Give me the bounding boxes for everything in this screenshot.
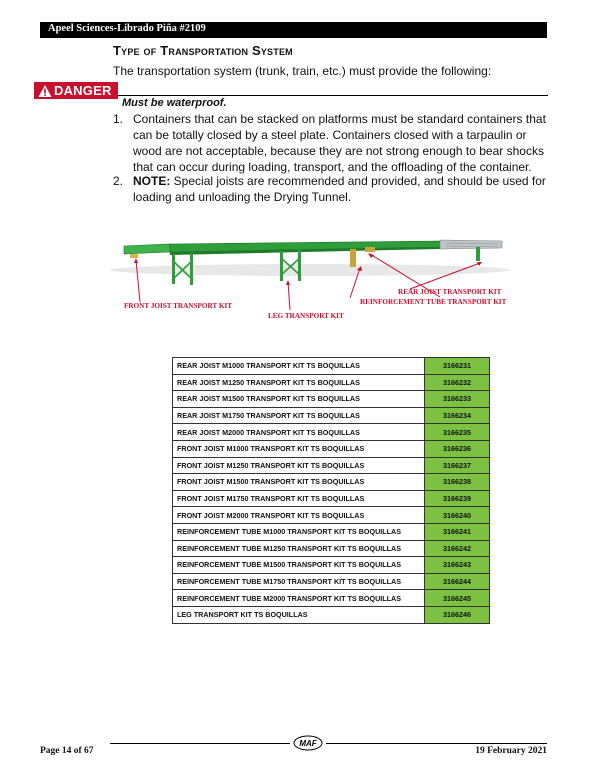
table-row [173,590,490,607]
kit-description-cell: REAR JOIST M1500 TRANSPORT KIT TS BOQUILLAS [173,391,425,408]
transport-kit-table [172,357,490,624]
kit-code-cell: 3166234 [425,407,490,424]
footer-date: 19 February 2021 [475,746,547,756]
warning-triangle-icon [38,84,52,98]
kit-description-cell: FRONT JOIST M1000 TRANSPORT KIT TS BOQUILLAS [173,440,425,457]
kit-code-cell: 3166241 [425,523,490,540]
table-row [173,523,490,540]
kit-description-cell: REAR JOIST M1250 TRANSPORT KIT TS BOQUILLAS [173,374,425,391]
table-row [173,507,490,524]
kit-description-cell: LEG TRANSPORT KIT TS BOQUILLAS [173,606,425,623]
kit-description-cell: FRONT JOIST M2000 TRANSPORT KIT TS BOQUILLAS [173,507,425,524]
table-body [173,358,490,624]
section-intro: The transportation system (trunk, train, etc.) must provide the following: [113,64,492,78]
table-row [173,407,490,424]
list-item-number: 1. [113,112,124,126]
note-text: Special joists are recommended and provided, and should be used for loading and unloading the Drying Tunnel. [133,174,546,204]
table-row [173,374,490,391]
kit-code-cell: 3166240 [425,507,490,524]
maf-logo-icon [293,735,323,751]
drying-tunnel-figure [110,230,530,330]
table-row [173,606,490,623]
table-row [173,424,490,441]
header-title: Apeel Sciences-Librado Piña #2109 [48,23,206,34]
kit-code-cell: 3166242 [425,540,490,557]
kit-code-cell: 3166239 [425,490,490,507]
kit-code-cell: 3166231 [425,358,490,375]
header-bar [40,22,547,38]
kit-code-cell: 3166232 [425,374,490,391]
kit-description-cell: REINFORCEMENT TUBE M1250 TRANSPORT KIT TS BOQUILLAS [173,540,425,557]
table-row [173,391,490,408]
kit-description-cell: REINFORCEMENT TUBE M1000 TRANSPORT KIT TS BOQUILLAS [173,523,425,540]
page-number: Page 14 of 67 [40,746,94,756]
table-row [173,557,490,574]
reinforcement-tube-label: REINFORCEMENT TUBE TRANSPORT KIT [360,298,507,306]
footer-divider [110,743,290,744]
note-label: NOTE: [133,174,171,188]
kit-description-cell: FRONT JOIST M1250 TRANSPORT KIT TS BOQUILLAS [173,457,425,474]
front-joist-label: FRONT JOIST TRANSPORT KIT [124,302,233,310]
kit-code-cell: 3166235 [425,424,490,441]
table-row [173,540,490,557]
table-row [173,358,490,375]
kit-code-cell: 3166237 [425,457,490,474]
list-item-number: 2. [113,174,124,188]
table-row [173,457,490,474]
table-row [173,573,490,590]
kit-description-cell: REINFORCEMENT TUBE M1500 TRANSPORT KIT TS BOQUILLAS [173,557,425,574]
table-row [173,490,490,507]
rear-joist-label: REAR JOIST TRANSPORT KIT [398,288,502,296]
kit-code-cell: 3166244 [425,573,490,590]
kit-description-cell: REINFORCEMENT TUBE M1750 TRANSPORT KIT TS BOQUILLAS [173,573,425,590]
kit-description-cell: REAR JOIST M1000 TRANSPORT KIT TS BOQUILLAS [173,358,425,375]
waterproof-note: Must be waterproof. [122,97,227,109]
svg-text:MAF: MAF [299,739,317,748]
kit-description-cell: FRONT JOIST M1750 TRANSPORT KIT TS BOQUILLAS [173,490,425,507]
danger-badge [34,82,118,99]
kit-code-cell: 3166245 [425,590,490,607]
kit-code-cell: 3166238 [425,474,490,491]
kit-description-cell: REAR JOIST M1750 TRANSPORT KIT TS BOQUILLAS [173,407,425,424]
kit-description-cell: REAR JOIST M2000 TRANSPORT KIT TS BOQUILLAS [173,424,425,441]
section-title: Type of Transportation System [113,43,293,58]
danger-label: DANGER [54,83,112,98]
footer-divider [326,743,547,744]
kit-code-cell: 3166246 [425,606,490,623]
kit-code-cell: 3166233 [425,391,490,408]
kit-code-cell: 3166236 [425,440,490,457]
table-row [173,440,490,457]
list-item-text [133,173,553,205]
list-item-text: Containers that can be stacked on platforms must be standard containers that can be totally closed by a steel plate. Containers closed with a tarpaulin or wood are not acceptable, because they are not strong enough to bear shocks that can occur during loading, transport, and the offloading of the container. [133,112,546,174]
table-row [173,474,490,491]
kit-description-cell: FRONT JOIST M1500 TRANSPORT KIT TS BOQUILLAS [173,474,425,491]
kit-code-cell: 3166243 [425,557,490,574]
kit-description-cell: REINFORCEMENT TUBE M2000 TRANSPORT KIT TS BOQUILLAS [173,590,425,607]
danger-divider [118,95,548,96]
leg-kit-label: LEG TRANSPORT KIT [268,312,344,320]
